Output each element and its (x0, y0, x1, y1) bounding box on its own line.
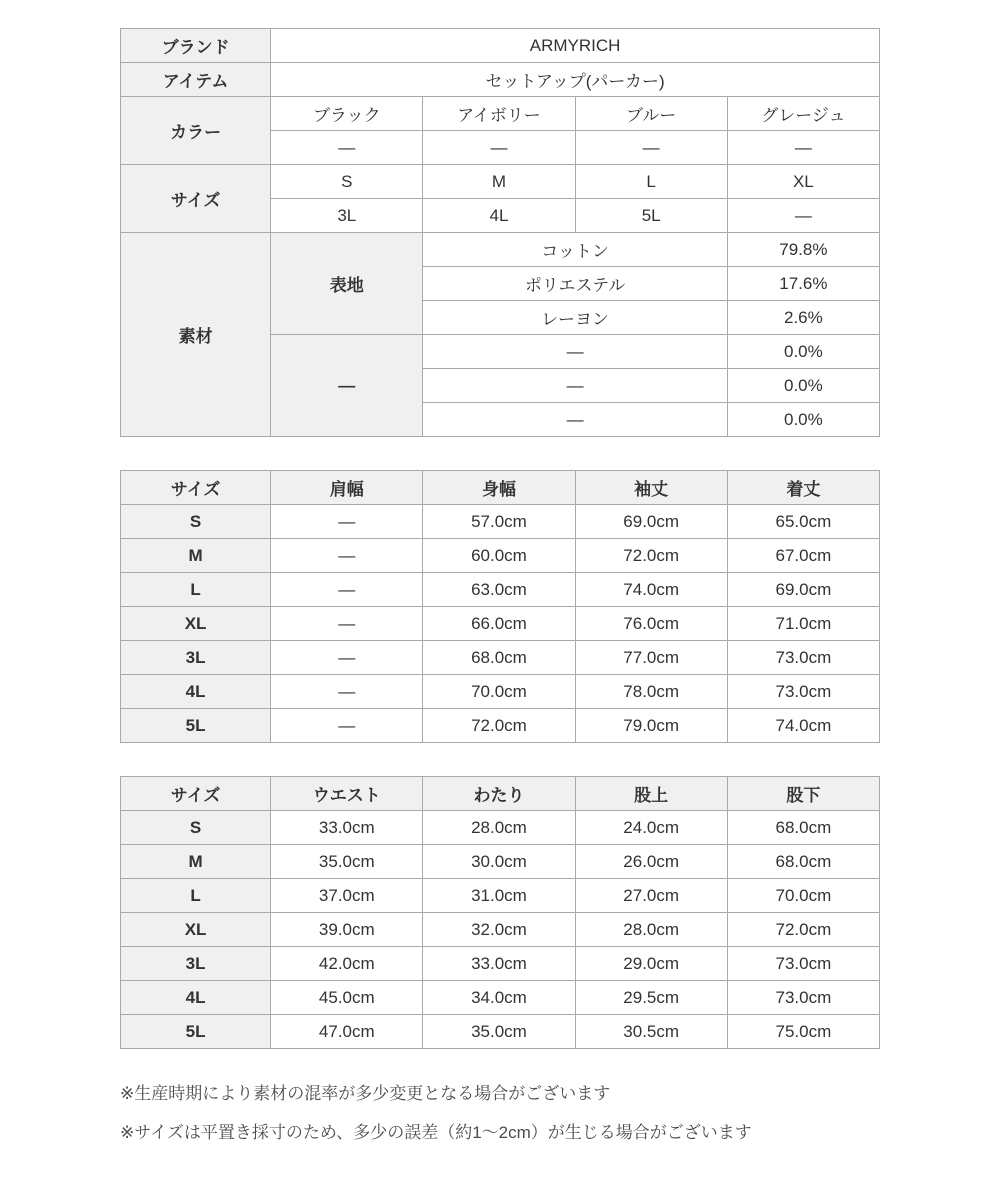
measure-value: 47.0cm (271, 1015, 423, 1049)
material-name: コットン (423, 233, 727, 267)
color-value: — (271, 131, 423, 165)
size-label: サイズ (121, 165, 271, 233)
measure-value: 69.0cm (727, 573, 879, 607)
measure-value: 65.0cm (727, 505, 879, 539)
material-pct: 17.6% (727, 267, 879, 301)
table-row (121, 641, 880, 675)
color-value: — (575, 131, 727, 165)
table-header-row (121, 777, 880, 811)
measure-value: 70.0cm (727, 879, 879, 913)
color-value: グレージュ (727, 97, 879, 131)
material-pct: 79.8% (727, 233, 879, 267)
column-header: サイズ (121, 471, 271, 505)
tops-size-table (120, 470, 880, 743)
column-header: 肩幅 (271, 471, 423, 505)
measure-value: 28.0cm (423, 811, 575, 845)
measure-value: 29.5cm (575, 981, 727, 1015)
material-group-label: — (271, 335, 423, 437)
table-row (121, 539, 880, 573)
measure-value: — (271, 675, 423, 709)
material-pct: 0.0% (727, 335, 879, 369)
size-value: M (423, 165, 575, 199)
table-row (121, 505, 880, 539)
color-value: — (423, 131, 575, 165)
measure-value: 73.0cm (727, 947, 879, 981)
measure-value: 30.0cm (423, 845, 575, 879)
size-row-label: L (121, 573, 271, 607)
footnote-material-mix: ※生産時期により素材の混率が多少変更となる場合がございます (120, 1084, 611, 1103)
table-row (121, 845, 880, 879)
size-value: L (575, 165, 727, 199)
column-header: 股下 (727, 777, 879, 811)
size-row-label: M (121, 539, 271, 573)
measure-value: — (271, 539, 423, 573)
material-name: レーヨン (423, 301, 727, 335)
measure-value: — (271, 709, 423, 743)
table-row (121, 879, 880, 913)
table-row (121, 607, 880, 641)
color-value: — (727, 131, 879, 165)
measure-value: 33.0cm (423, 947, 575, 981)
table-row-item (121, 63, 880, 97)
measure-value: 27.0cm (575, 879, 727, 913)
material-pct: 0.0% (727, 369, 879, 403)
material-name: ポリエステル (423, 267, 727, 301)
measure-value: 33.0cm (271, 811, 423, 845)
measure-value: 26.0cm (575, 845, 727, 879)
measure-value: 72.0cm (423, 709, 575, 743)
size-row-label: S (121, 811, 271, 845)
measure-value: 28.0cm (575, 913, 727, 947)
size-value: S (271, 165, 423, 199)
measure-value: 60.0cm (423, 539, 575, 573)
measure-value: 35.0cm (271, 845, 423, 879)
measure-value: 29.0cm (575, 947, 727, 981)
size-value: 5L (575, 199, 727, 233)
measure-value: 67.0cm (727, 539, 879, 573)
column-header: 身幅 (423, 471, 575, 505)
size-row-label: S (121, 505, 271, 539)
size-row-label: 4L (121, 981, 271, 1015)
bottoms-size-table (120, 776, 880, 1049)
table-row-colors-1 (121, 97, 880, 131)
table-row-material (121, 233, 880, 267)
size-row-label: L (121, 879, 271, 913)
material-group-label: 表地 (271, 233, 423, 335)
size-row-label: M (121, 845, 271, 879)
measure-value: 42.0cm (271, 947, 423, 981)
measure-value: 74.0cm (727, 709, 879, 743)
measure-value: 78.0cm (575, 675, 727, 709)
measure-value: 24.0cm (575, 811, 727, 845)
measure-value: — (271, 607, 423, 641)
table-header-row (121, 471, 880, 505)
measure-value: 30.5cm (575, 1015, 727, 1049)
table-row (121, 913, 880, 947)
measure-value: 73.0cm (727, 981, 879, 1015)
measure-value: — (271, 641, 423, 675)
material-name: — (423, 403, 727, 437)
size-row-label: 3L (121, 641, 271, 675)
color-value: ブルー (575, 97, 727, 131)
measure-value: 73.0cm (727, 641, 879, 675)
size-row-label: 3L (121, 947, 271, 981)
size-value: 4L (423, 199, 575, 233)
measure-value: 68.0cm (727, 811, 879, 845)
measure-value: 45.0cm (271, 981, 423, 1015)
column-header: 股上 (575, 777, 727, 811)
measure-value: 71.0cm (727, 607, 879, 641)
table-row (121, 981, 880, 1015)
measure-value: 79.0cm (575, 709, 727, 743)
brand-value: ARMYRICH (271, 29, 880, 63)
material-pct: 0.0% (727, 403, 879, 437)
size-row-label: XL (121, 607, 271, 641)
measure-value: 57.0cm (423, 505, 575, 539)
size-value: — (727, 199, 879, 233)
size-row-label: 5L (121, 709, 271, 743)
color-value: ブラック (271, 97, 423, 131)
color-value: アイボリー (423, 97, 575, 131)
column-header: わたり (423, 777, 575, 811)
column-header: ウエスト (271, 777, 423, 811)
measure-value: 35.0cm (423, 1015, 575, 1049)
table-row (121, 573, 880, 607)
table-row (121, 1015, 880, 1049)
size-row-label: 4L (121, 675, 271, 709)
measure-value: — (271, 573, 423, 607)
measure-value: 73.0cm (727, 675, 879, 709)
table-row-brand (121, 29, 880, 63)
measure-value: 37.0cm (271, 879, 423, 913)
measure-value: 72.0cm (727, 913, 879, 947)
measure-value: 72.0cm (575, 539, 727, 573)
measure-value: 77.0cm (575, 641, 727, 675)
table-row (121, 947, 880, 981)
size-value: XL (727, 165, 879, 199)
column-header: 袖丈 (575, 471, 727, 505)
measure-value: 68.0cm (423, 641, 575, 675)
measure-value: 74.0cm (575, 573, 727, 607)
size-row-label: 5L (121, 1015, 271, 1049)
product-spec-table (120, 28, 880, 437)
measure-value: — (271, 505, 423, 539)
measure-value: 68.0cm (727, 845, 879, 879)
material-label: 素材 (121, 233, 271, 437)
material-name: — (423, 369, 727, 403)
column-header: サイズ (121, 777, 271, 811)
measure-value: 31.0cm (423, 879, 575, 913)
measure-value: 63.0cm (423, 573, 575, 607)
color-label: カラー (121, 97, 271, 165)
measure-value: 70.0cm (423, 675, 575, 709)
material-name: — (423, 335, 727, 369)
measure-value: 32.0cm (423, 913, 575, 947)
measure-value: 69.0cm (575, 505, 727, 539)
item-value: セットアップ(パーカー) (271, 63, 880, 97)
material-pct: 2.6% (727, 301, 879, 335)
table-row (121, 675, 880, 709)
table-row (121, 709, 880, 743)
measure-value: 75.0cm (727, 1015, 879, 1049)
measure-value: 34.0cm (423, 981, 575, 1015)
footnote-measurement-error: ※サイズは平置き採寸のため、多少の誤差（約1〜2cm）が生じる場合がございます (120, 1122, 752, 1142)
footnotes (120, 1085, 880, 1142)
table-row (121, 811, 880, 845)
brand-label: ブランド (121, 29, 271, 63)
measure-value: 66.0cm (423, 607, 575, 641)
item-label: アイテム (121, 63, 271, 97)
column-header: 着丈 (727, 471, 879, 505)
table-row-sizes-1 (121, 165, 880, 199)
size-row-label: XL (121, 913, 271, 947)
size-value: 3L (271, 199, 423, 233)
measure-value: 76.0cm (575, 607, 727, 641)
measure-value: 39.0cm (271, 913, 423, 947)
